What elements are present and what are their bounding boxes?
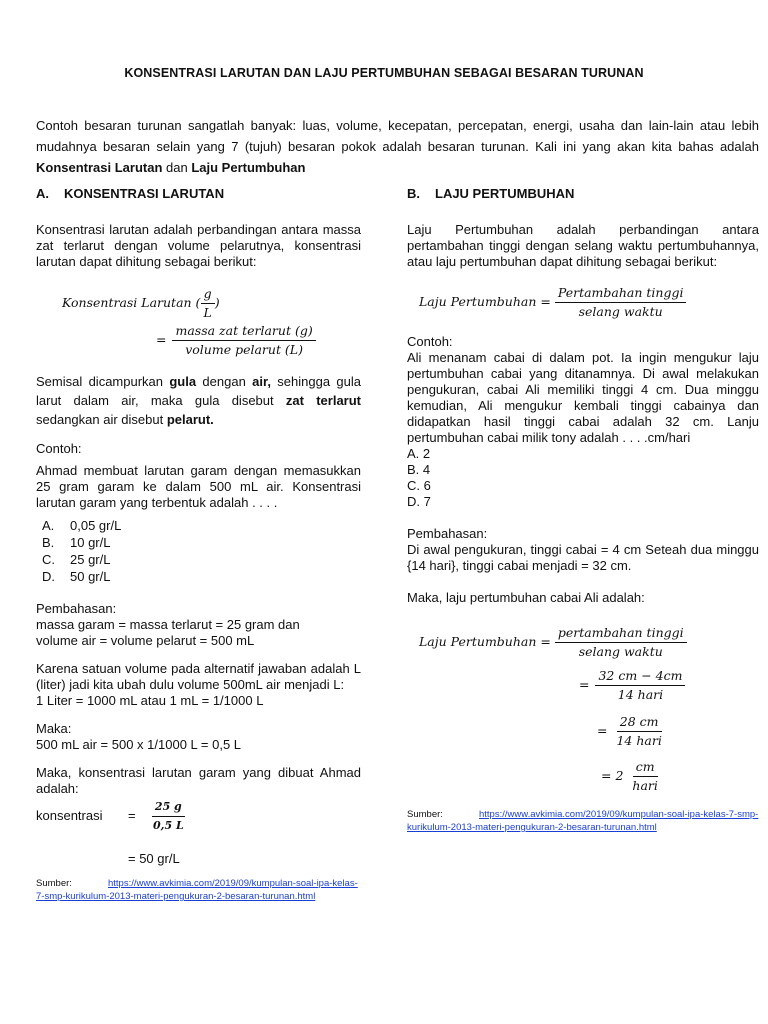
option-a-1	[36, 534, 361, 551]
option-b-2: C. 6	[407, 478, 431, 493]
formula-equals: =	[156, 332, 167, 347]
section-b	[407, 186, 759, 834]
intro-paragraph	[36, 115, 759, 178]
calc-denominator-1: selang waktu	[578, 643, 663, 659]
semisal-bold-zat-terlarut: zat terlarut	[285, 393, 361, 408]
semisal-text-3: sehingga gula larut dalam air, maka gula disebut	[36, 374, 362, 408]
calc-numerator-1: pertambahan tinggi	[555, 625, 687, 643]
konsentrasi-label: konsentrasi	[36, 808, 103, 823]
section-b-number: B.	[407, 186, 420, 201]
calc-fraction-4	[629, 759, 660, 794]
option-a-0	[36, 517, 361, 534]
section-a-heading	[36, 186, 361, 202]
semisal-bold-air: air,	[252, 374, 271, 389]
pembahasan-label-a: Pembahasan:	[36, 601, 117, 616]
option-b-0: A. 2	[407, 446, 431, 461]
calc-numerator-3: 28 cm	[617, 714, 662, 732]
konsentrasi-formula	[36, 286, 361, 360]
option-a-3	[36, 568, 361, 585]
section-b-definition: Laju Pertumbuhan adalah perbandingan antara pertambahan tinggi dengan selang waktu pertumbuhannya, atau laju pertumbuhan dapat dihitung sebagai berikut:	[407, 222, 759, 269]
calc-numerator-2: 32 cm − 4cm	[595, 668, 685, 686]
karena-paragraph: Karena satuan volume pada alternatif jawaban adalah L (liter) jadi kita ubah dulu volume 500mL air menjadi L:	[36, 661, 361, 692]
karena-line-2: 1 Liter = 1000 mL atau 1 mL = 1/1000 L	[36, 693, 264, 708]
pembahasan-label-b: Pembahasan:	[407, 526, 488, 541]
sumber-label: Sumber:	[407, 809, 443, 820]
unit-numerator: g	[201, 286, 215, 304]
intro-bold-laju: Laju Pertumbuhan	[191, 160, 306, 175]
section-a-number: A.	[36, 186, 49, 201]
calc-denominator-3: 14 hari	[616, 732, 662, 748]
konsentrasi-equals: =	[128, 808, 136, 823]
section-b-heading	[407, 186, 759, 202]
maka-b: Maka, laju pertumbuhan cabai Ali adalah:	[407, 590, 645, 605]
option-letter: A.	[42, 518, 55, 533]
option-text: 10 gr/L	[70, 535, 111, 550]
calc-denominator-4: hari	[632, 777, 658, 793]
calc-denominator-2: 14 hari	[617, 686, 664, 702]
sumber-a	[36, 877, 361, 903]
laju-calc-step-2	[407, 662, 759, 708]
options-a	[36, 517, 361, 585]
semisal-bold-pelarut: pelarut.	[166, 412, 214, 427]
laju-formula-fraction	[555, 285, 687, 320]
laju-calc-step-3	[407, 708, 759, 754]
section-b-title: LAJU PERTUMBUHAN	[435, 186, 575, 201]
semisal-text-2: dengan	[196, 374, 253, 389]
laju-formula	[407, 282, 759, 322]
option-letter: C.	[42, 552, 55, 567]
unit-denominator: L	[203, 304, 212, 320]
option-text: 50 gr/L	[70, 569, 111, 584]
calc-lhs: Laju Pertumbuhan =	[419, 634, 551, 649]
calc-fraction-3	[613, 714, 664, 749]
calc-equals-4: = 2	[601, 768, 624, 783]
laju-numerator: Pertambahan tinggi	[555, 285, 687, 303]
sumber-label: Sumber:	[36, 878, 72, 889]
calc-equals-3: =	[597, 723, 608, 738]
laju-denominator: selang waktu	[578, 303, 663, 319]
laju-calc-step-1	[407, 622, 759, 662]
option-b-1: B. 4	[407, 462, 431, 477]
formula-numerator: massa zat terlarut (g)	[172, 323, 315, 341]
calc-equals-2: =	[579, 677, 590, 692]
question-a: Ahmad membuat larutan garam dengan memasukkan 25 gram garam ke dalam 500 mL air. Konsentrasi larutan garam yang terbentuk adalah . . . .	[36, 463, 361, 510]
laju-formula-lhs: Laju Pertumbuhan =	[419, 294, 551, 309]
formula-denominator: volume pelarut (L)	[185, 341, 303, 357]
semisal-text-1: Semisal dicampurkan	[36, 374, 170, 389]
konsentrasi-result: = 50 gr/L	[128, 851, 180, 866]
pembahasan-line-1: massa garam = massa terlarut = 25 gram dan	[36, 617, 300, 632]
formula-close-paren: )	[214, 295, 220, 310]
option-a-2	[36, 551, 361, 568]
konsentrasi-denominator: 0,5 L	[153, 818, 184, 832]
semisal-bold-gula: gula	[169, 374, 197, 389]
formula-lhs: Konsentrasi Larutan (	[62, 295, 201, 310]
section-a	[36, 186, 361, 903]
option-text: 25 gr/L	[70, 552, 111, 567]
page-title: KONSENTRASI LARUTAN DAN LAJU PERTUMBUHAN SEBAGAI BESARAN TURUNAN	[124, 66, 644, 80]
question-b: Ali menanam cabai di dalam pot. Ia ingin mengukur laju pertumbuhan cabai yang ditanamnya. Di awal melakukan pengukuran, cabai Ali memiliki tinggi 4 cm. Dua minggu kemudian, Ali mengukur kembali tinggi cabainya dan didapatkan hasil tinggi cabai adalah 32 cm. Lanju pertumbuhan cabai milik tony adalah . . . .cm/hari	[407, 350, 759, 445]
contoh-label-a: Contoh:	[36, 441, 82, 456]
option-text: 0,05 gr/L	[70, 518, 122, 533]
sumber-link-a[interactable]: https://www.avkimia.com/2019/09/kumpulan-soal-ipa-kelas-7-smp-kurikulum-2013-materi-pengukuran-2-besaran-turunan.html	[36, 878, 358, 902]
formula-fraction	[172, 323, 315, 358]
laju-calc-step-4	[407, 754, 759, 798]
intro-text: Contoh besaran turunan sangatlah banyak: luas, volume, kecepatan, percepatan, energi, usaha dan lain-lain atau lebih mudahnya besaran selain yang 7 (tujuh) besaran pokok adalah besaran turunan. Kali ini yang akan kita bahas adalah	[36, 118, 759, 154]
sumber-link-b[interactable]: https://www.avkimia.com/2019/09/kumpulan-soal-ipa-kelas-7-smp-kurikulum-2013-materi-pengukuran-2-besaran-turunan.html	[407, 809, 759, 833]
formula-unit-fraction	[200, 286, 214, 321]
option-letter: D.	[42, 569, 55, 584]
intro-text-dan: dan	[162, 160, 192, 175]
calc-numerator-4: cm	[633, 759, 658, 777]
calc-fraction-2	[595, 668, 685, 703]
section-a-definition: Konsentrasi larutan adalah perbandingan antara massa zat terlarut dengan volume pelarutnya, konsentrasi larutan dapat dihitung sebagai berikut:	[36, 222, 361, 269]
maka-label: Maka:	[36, 721, 72, 736]
konsentrasi-numerator: 25 g	[152, 799, 185, 817]
pembahasan-line-2: volume air = volume pelarut = 500 mL	[36, 633, 255, 648]
konsentrasi-fraction	[150, 799, 187, 834]
sumber-b	[407, 808, 759, 834]
semisal-text-4: sedangkan air disebut	[36, 412, 167, 427]
pembahasan-b: Di awal pengukuran, tinggi cabai = 4 cm Seteah dua minggu {14 hari}, tinggi cabai menjadi = 32 cm.	[407, 542, 759, 573]
contoh-label-b: Contoh:	[407, 334, 453, 349]
semisal-paragraph	[36, 372, 361, 429]
maka-line: 500 mL air = 500 x 1/1000 L = 0,5 L	[36, 737, 242, 752]
laju-calculation	[407, 622, 759, 798]
option-letter: B.	[42, 535, 55, 550]
konsentrasi-calc	[36, 799, 361, 833]
intro-bold-konsentrasi: Konsentrasi Larutan	[36, 160, 163, 175]
section-a-title: KONSENTRASI LARUTAN	[64, 186, 225, 201]
maka-paragraph-2: Maka, konsentrasi larutan garam yang dibuat Ahmad adalah:	[36, 765, 361, 796]
calc-fraction-1	[555, 625, 687, 660]
option-b-3: D. 7	[407, 494, 431, 509]
